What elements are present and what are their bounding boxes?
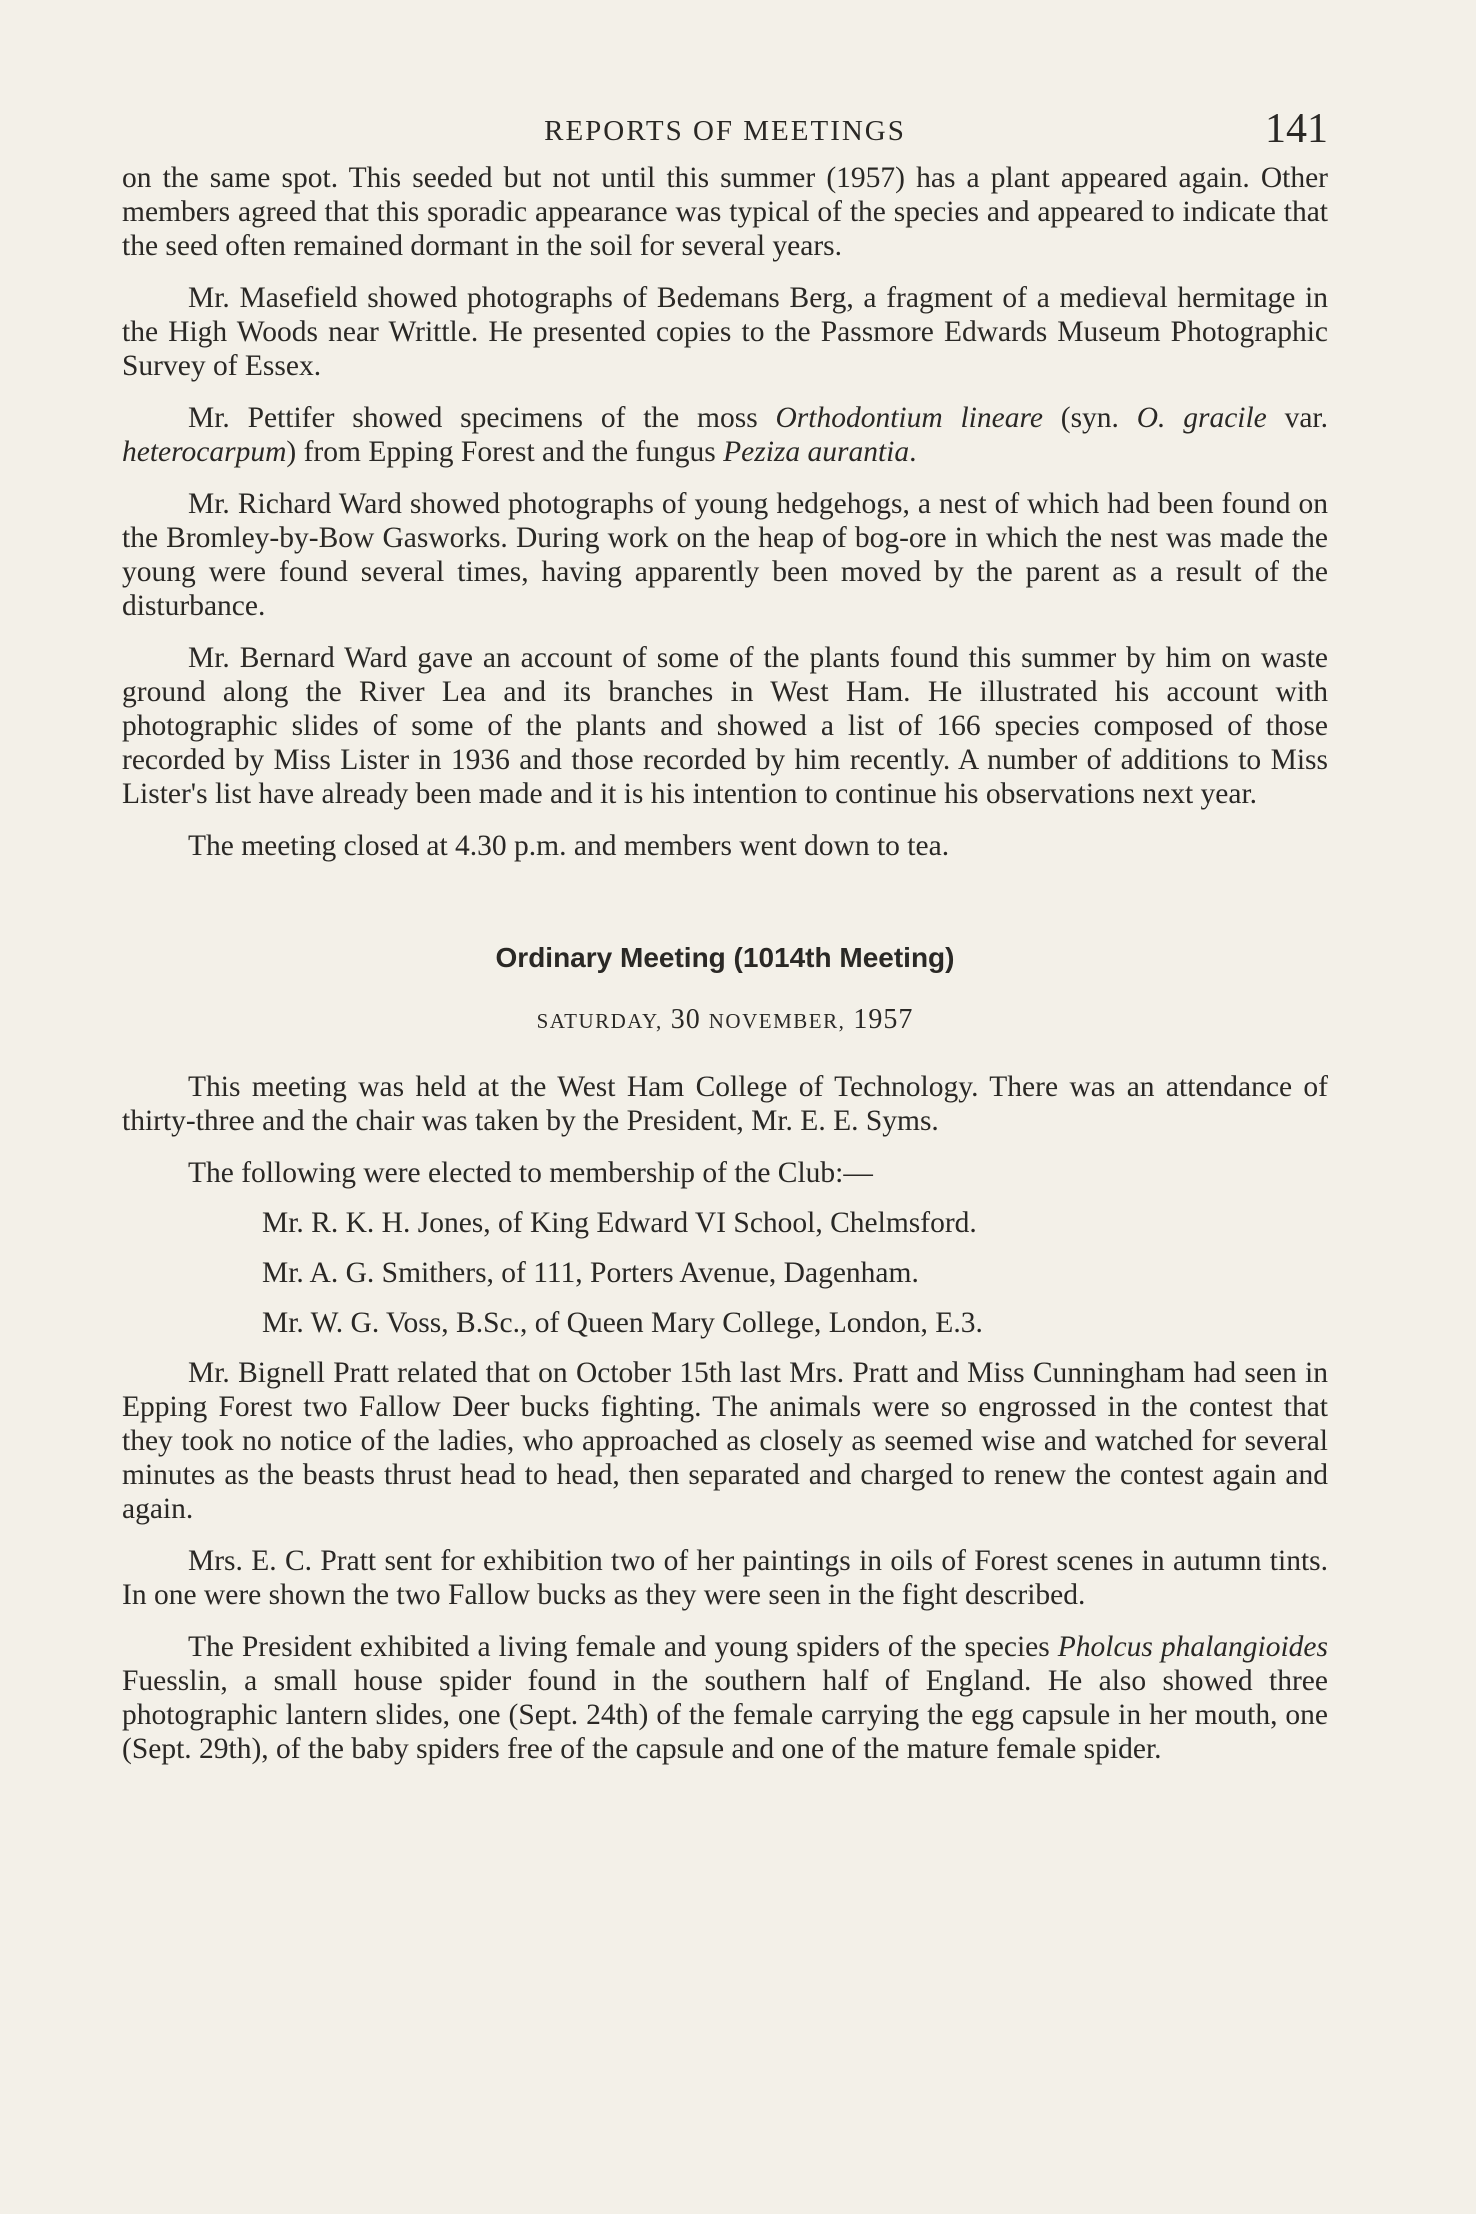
section-date — [122, 1003, 1328, 1038]
italic-term: heterocarpum — [122, 436, 287, 468]
text-run: Mr. Pettifer showed specimens of the moss — [188, 402, 776, 434]
text-run: The meeting closed at 4.30 p.m. and members went down to tea. — [188, 830, 950, 862]
paragraph-p5 — [122, 641, 1328, 811]
text-run: Mr. Bernard Ward gave an account of some of the plants found this summer by him on waste ground along the River Lea and its branches in West Ham. He illustrated his account with photographic slides of some of the plants and showed a list of 166 species composed of those recorded by Miss Lister in 1936 and those recorded by him recently. A number of additions to Miss Lister's list have already been made and it is his intention to continue his observations next year. — [122, 642, 1328, 810]
paragraph-p11 — [122, 1630, 1328, 1766]
document-page — [122, 105, 1328, 1766]
paragraph-p6 — [122, 829, 1328, 863]
text-run: Fuesslin, a small house spider found in the southern half of England. He also showed three photographic lantern slides, one (Sept. 24th) of the female carrying the egg capsule in her mouth, one (Sept. 29th), of the baby spiders free of the capsule and one of the mature female spider. — [122, 1665, 1328, 1765]
text-run: This meeting was held at the West Ham College of Technology. There was an attendance of thirty-three and the chair was taken by the President, Mr. E. E. Syms. — [122, 1071, 1328, 1137]
member-entry: Mr. R. K. H. Jones, of King Edward VI School, Chelmsford. — [262, 1207, 977, 1239]
date-day-number: 30 — [670, 1004, 701, 1035]
paragraph-p7 — [122, 1070, 1328, 1138]
paragraph-p4 — [122, 487, 1328, 623]
date-month: NOVEMBER, — [708, 1009, 846, 1033]
text-run: Mr. Masefield showed photographs of Bedemans Berg, a fragment of a medieval hermitage in the High Woods near Writtle. He presented copies to the Passmore Edwards Museum Photographic Survey of Essex. — [122, 282, 1328, 382]
member-entry: Mr. W. G. Voss, B.Sc., of Queen Mary College, London, E.3. — [262, 1307, 983, 1339]
paragraph-p2 — [122, 281, 1328, 383]
text-run: (syn. — [1042, 402, 1137, 434]
paragraph-p8 — [122, 1156, 1328, 1190]
text-run: The President exhibited a living female and young spiders of the species — [188, 1631, 1058, 1663]
italic-term: Pholcus phalangioides — [1057, 1631, 1329, 1663]
paragraph-p3 — [122, 401, 1328, 469]
text-run: The following were elected to membership of the Club:— — [188, 1157, 873, 1189]
running-title: REPORTS OF MEETINGS — [544, 115, 906, 147]
text-run: ) from Epping Forest and the fungus — [286, 436, 724, 468]
paragraph-p1 — [122, 161, 1328, 263]
text-run: on the same spot. This seeded but not until this summer (1957) has a plant appeared again. Other members agreed that this sporadic appearance was typical of the species and appeared to indicate that the seed often remained dormant in the soil for several years. — [122, 162, 1328, 262]
paragraph-p9 — [122, 1356, 1328, 1526]
italic-term: O. gracile — [1136, 402, 1267, 434]
paragraph-p10 — [122, 1544, 1328, 1612]
text-run: Mr. Richard Ward showed photographs of young hedgehogs, a nest of which had been found on the Bromley-by-Bow Gasworks. During work on the heap of bog-ore in which the nest was made the young were found several times, having apparently been moved by the parent as a result of the disturbance. — [122, 488, 1328, 622]
section-heading: Ordinary Meeting (1014th Meeting) — [495, 942, 955, 973]
body-text-after-list — [122, 1356, 1328, 1766]
text-run: Mrs. E. C. Pratt sent for exhibition two of her paintings in oils of Forest scenes in autumn tints. In one were shown the two Fallow bucks as they were seen in the fight described. — [122, 1545, 1328, 1611]
date-weekday: SATURDAY, — [536, 1009, 663, 1033]
new-members-list — [122, 1206, 1328, 1340]
date-year: 1957 — [853, 1004, 914, 1035]
section-intro-text — [122, 1070, 1328, 1190]
italic-term: Peziza aurantia — [723, 436, 910, 468]
text-run: . — [909, 436, 917, 468]
body-text-before-section — [122, 161, 1328, 863]
text-run: Mr. Bignell Pratt related that on October 15th last Mrs. Pratt and Miss Cunningham had seen in Epping Forest two Fallow Deer bucks fighting. The animals were so engrossed in the contest that they took no notice of the ladies, who approached as closely as seemed wise and watched for several minutes as the beasts thrust head to head, then separated and charged to renew the contest again and again. — [122, 1357, 1328, 1525]
member-entry: Mr. A. G. Smithers, of 111, Porters Avenue, Dagenham. — [262, 1257, 919, 1289]
text-run: var. — [1266, 402, 1328, 434]
italic-term: Orthodontium lineare — [775, 402, 1043, 434]
page-number: 141 — [1265, 106, 1328, 152]
running-header — [122, 105, 1328, 161]
